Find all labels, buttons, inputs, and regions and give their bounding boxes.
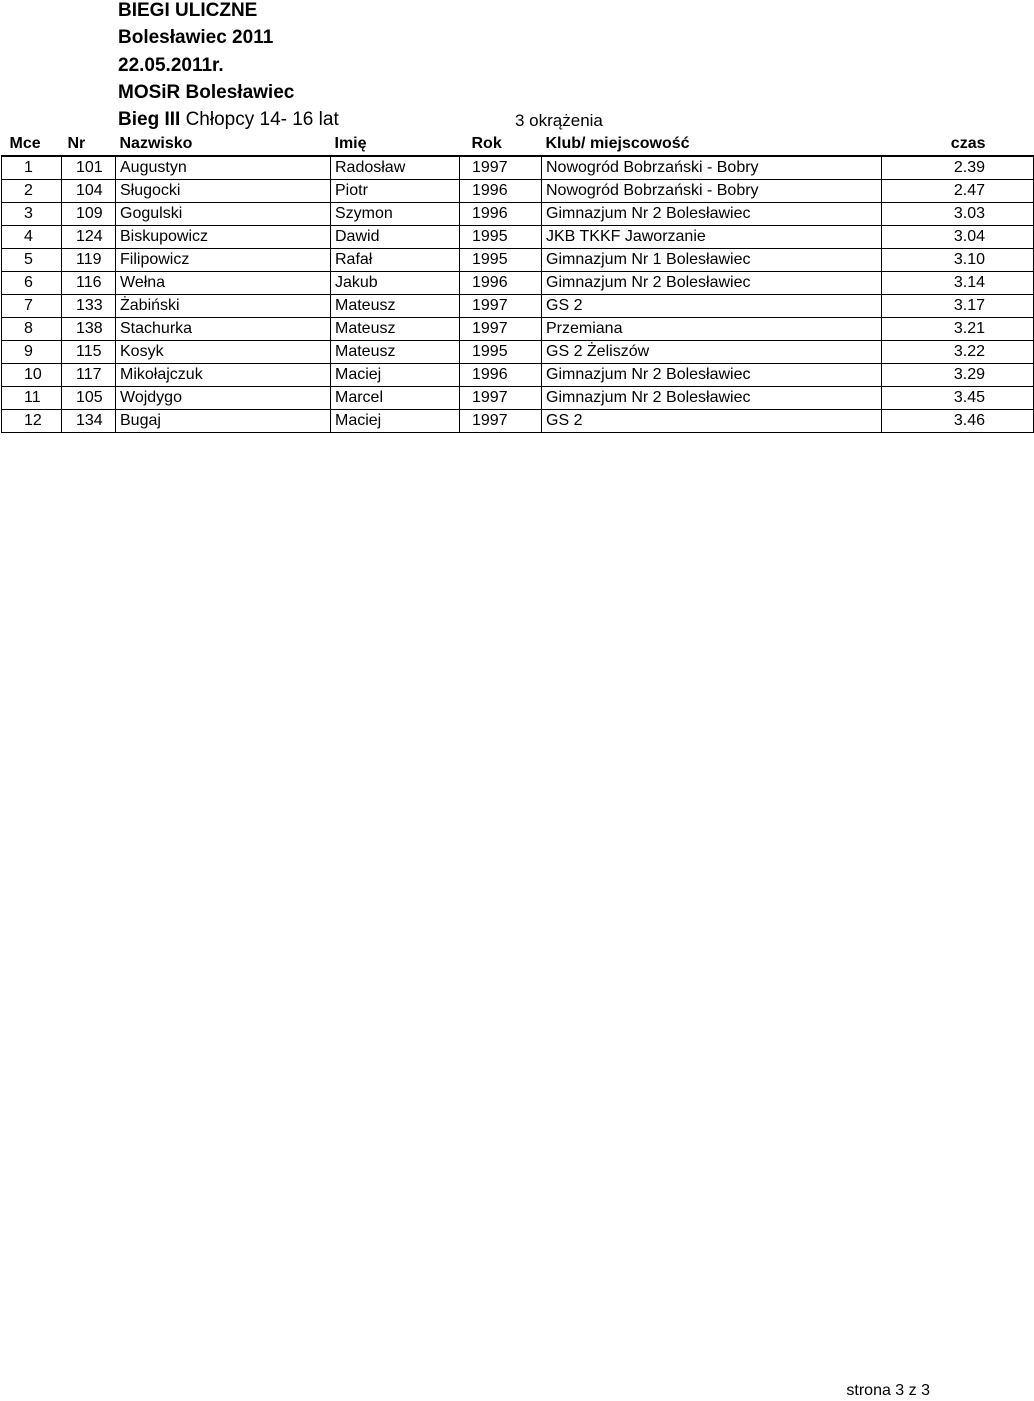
cell-first-name: Rafał bbox=[331, 249, 460, 272]
cell-last-name: Żabiński bbox=[116, 295, 331, 318]
cell-last-name: Sługocki bbox=[116, 180, 331, 203]
table-row bbox=[2, 203, 1034, 226]
cell-time: 3.03 bbox=[882, 203, 1034, 226]
cell-place: 9 bbox=[2, 341, 62, 364]
cell-club: GS 2 bbox=[542, 410, 882, 433]
cell-number: 124 bbox=[62, 226, 116, 249]
cell-place: 12 bbox=[2, 410, 62, 433]
cell-first-name: Jakub bbox=[331, 272, 460, 295]
cell-first-name: Szymon bbox=[331, 203, 460, 226]
cell-last-name: Wojdygo bbox=[116, 387, 331, 410]
cell-year: 1996 bbox=[460, 180, 542, 203]
cell-first-name: Maciej bbox=[331, 410, 460, 433]
cell-place: 1 bbox=[2, 156, 62, 180]
laps-count: 3 okrążenia bbox=[515, 111, 603, 130]
column-header-number: Nr bbox=[67, 135, 86, 152]
cell-time: 3.21 bbox=[882, 318, 1034, 341]
cell-first-name: Mateusz bbox=[331, 295, 460, 318]
cell-last-name: Filipowicz bbox=[116, 249, 331, 272]
column-header-first-name: Imię bbox=[334, 135, 367, 152]
event-date: 22.05.2011r. bbox=[118, 55, 224, 76]
cell-number: 109 bbox=[62, 203, 116, 226]
cell-club: Gimnazjum Nr 2 Bolesławiec bbox=[542, 387, 882, 410]
cell-time: 3.17 bbox=[882, 295, 1034, 318]
table-header-row bbox=[2, 133, 1034, 156]
cell-year: 1995 bbox=[460, 249, 542, 272]
column-header-year: Rok bbox=[471, 135, 502, 152]
cell-first-name: Dawid bbox=[331, 226, 460, 249]
column-header-time: czas bbox=[950, 135, 986, 152]
race-label: Bieg III bbox=[118, 109, 181, 130]
cell-number: 115 bbox=[62, 341, 116, 364]
cell-club: Gimnazjum Nr 2 Bolesławiec bbox=[542, 364, 882, 387]
cell-time: 3.22 bbox=[882, 341, 1034, 364]
cell-number: 101 bbox=[62, 156, 116, 180]
cell-first-name: Mateusz bbox=[331, 318, 460, 341]
cell-number: 133 bbox=[62, 295, 116, 318]
cell-time: 3.04 bbox=[882, 226, 1034, 249]
table-row bbox=[2, 226, 1034, 249]
column-header-club: Klub/ miejscowość bbox=[545, 135, 690, 152]
cell-place: 4 bbox=[2, 226, 62, 249]
cell-first-name: Piotr bbox=[331, 180, 460, 203]
race-title bbox=[118, 109, 339, 131]
cell-time: 3.10 bbox=[882, 249, 1034, 272]
cell-place: 8 bbox=[2, 318, 62, 341]
column-header-last-name: Nazwisko bbox=[119, 135, 193, 152]
cell-place: 6 bbox=[2, 272, 62, 295]
page-number: strona 3 z 3 bbox=[846, 1382, 930, 1399]
cell-last-name: Augustyn bbox=[116, 156, 331, 180]
cell-year: 1995 bbox=[460, 226, 542, 249]
table-row bbox=[2, 249, 1034, 272]
column-header-place: Mce bbox=[9, 135, 41, 152]
cell-last-name: Kosyk bbox=[116, 341, 331, 364]
table-row bbox=[2, 318, 1034, 341]
cell-number: 105 bbox=[62, 387, 116, 410]
cell-number: 119 bbox=[62, 249, 116, 272]
cell-year: 1997 bbox=[460, 318, 542, 341]
table-row bbox=[2, 156, 1034, 180]
organizer: MOSiR Bolesławiec bbox=[118, 82, 295, 103]
cell-club: GS 2 bbox=[542, 295, 882, 318]
cell-first-name: Radosław bbox=[331, 156, 460, 180]
cell-place: 10 bbox=[2, 364, 62, 387]
cell-time: 3.45 bbox=[882, 387, 1034, 410]
cell-place: 11 bbox=[2, 387, 62, 410]
cell-last-name: Stachurka bbox=[116, 318, 331, 341]
table-row bbox=[2, 295, 1034, 318]
table-row bbox=[2, 180, 1034, 203]
cell-number: 116 bbox=[62, 272, 116, 295]
cell-place: 5 bbox=[2, 249, 62, 272]
cell-club: Gimnazjum Nr 2 Bolesławiec bbox=[542, 203, 882, 226]
cell-number: 104 bbox=[62, 180, 116, 203]
table-row bbox=[2, 341, 1034, 364]
table-row bbox=[2, 387, 1034, 410]
table-row bbox=[2, 364, 1034, 387]
cell-club: Nowogród Bobrzański - Bobry bbox=[542, 156, 882, 180]
cell-place: 3 bbox=[2, 203, 62, 226]
cell-club: JKB TKKF Jaworzanie bbox=[542, 226, 882, 249]
cell-club: GS 2 Żeliszów bbox=[542, 341, 882, 364]
cell-last-name: Wełna bbox=[116, 272, 331, 295]
cell-first-name: Mateusz bbox=[331, 341, 460, 364]
event-title: BIEGI ULICZNE bbox=[118, 0, 258, 21]
cell-club: Gimnazjum Nr 2 Bolesławiec bbox=[542, 272, 882, 295]
cell-place: 2 bbox=[2, 180, 62, 203]
cell-number: 138 bbox=[62, 318, 116, 341]
cell-time: 3.29 bbox=[882, 364, 1034, 387]
cell-year: 1997 bbox=[460, 156, 542, 180]
cell-year: 1995 bbox=[460, 341, 542, 364]
event-location-year: Bolesławiec 2011 bbox=[118, 27, 274, 48]
cell-club: Przemiana bbox=[542, 318, 882, 341]
results-table bbox=[1, 133, 1034, 433]
cell-year: 1996 bbox=[460, 203, 542, 226]
cell-time: 3.46 bbox=[882, 410, 1034, 433]
cell-year: 1996 bbox=[460, 364, 542, 387]
cell-year: 1996 bbox=[460, 272, 542, 295]
cell-first-name: Marcel bbox=[331, 387, 460, 410]
cell-time: 2.47 bbox=[882, 180, 1034, 203]
cell-number: 134 bbox=[62, 410, 116, 433]
table-row bbox=[2, 272, 1034, 295]
cell-place: 7 bbox=[2, 295, 62, 318]
cell-year: 1997 bbox=[460, 410, 542, 433]
cell-year: 1997 bbox=[460, 387, 542, 410]
cell-last-name: Biskupowicz bbox=[116, 226, 331, 249]
table-row bbox=[2, 410, 1034, 433]
cell-club: Nowogród Bobrzański - Bobry bbox=[542, 180, 882, 203]
race-category: Chłopcy 14- 16 lat bbox=[185, 109, 339, 130]
cell-year: 1997 bbox=[460, 295, 542, 318]
cell-time: 3.14 bbox=[882, 272, 1034, 295]
results-body bbox=[2, 156, 1034, 433]
cell-last-name: Mikołajczuk bbox=[116, 364, 331, 387]
cell-first-name: Maciej bbox=[331, 364, 460, 387]
cell-time: 2.39 bbox=[882, 156, 1034, 180]
cell-last-name: Gogulski bbox=[116, 203, 331, 226]
cell-number: 117 bbox=[62, 364, 116, 387]
cell-club: Gimnazjum Nr 1 Bolesławiec bbox=[542, 249, 882, 272]
cell-last-name: Bugaj bbox=[116, 410, 331, 433]
